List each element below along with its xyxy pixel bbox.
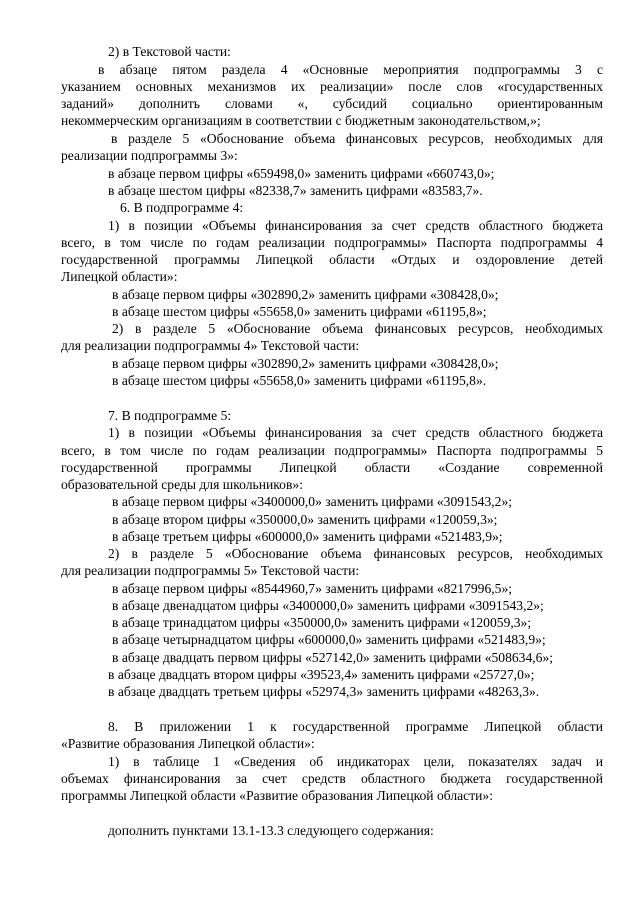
doc-line: Липецкой области»:: [61, 269, 178, 284]
doc-line: указанием основных механизмов их реализации» после слов «государственных: [61, 79, 603, 94]
doc-line: в абзаце двадцать третьем цифры «52974,3» заменить цифрами «48263,3».: [108, 684, 540, 699]
doc-line: реализации подпрограммы 3»:: [61, 148, 238, 163]
doc-line: 1) в таблице 1 «Сведения об индикаторах цели, показателях задач и: [108, 754, 603, 769]
doc-line: всего, в том числе по годам реализации подпрограммы» Паспорта подпрограммы 5: [61, 443, 603, 458]
section-heading: 6. В подпрограмме 4:: [120, 200, 244, 215]
doc-line: в абзаце первом цифры «3400000,0» заменить цифрами «3091543,2»;: [112, 494, 513, 509]
doc-line: в абзаце пятом раздела 4 «Основные мероприятия подпрограммы 3 с: [98, 62, 603, 77]
doc-line: в абзаце первом цифры «8544960,7» заменить цифрами «8217996,5»;: [112, 581, 513, 596]
doc-line: в разделе 5 «Обоснование объема финансовых ресурсов, необходимых для: [111, 131, 603, 146]
doc-line: в абзаце шестом цифры «55658,0» заменить цифрами «61195,8».: [112, 373, 487, 388]
doc-line: всего, в том числе по годам реализации подпрограммы» Паспорта подпрограммы 4: [61, 235, 603, 250]
doc-line: в абзаце четырнадцатом цифры «600000,0» заменить цифрами «521483,9»;: [112, 632, 546, 647]
doc-line: объемах финансирования за счет средств областного бюджета государственной: [61, 771, 603, 786]
doc-line: в абзаце двадцать первом цифры «527142,0» заменить цифрами «508634,6»;: [112, 650, 554, 665]
doc-line: для реализации подпрограммы 4» Текстовой части:: [61, 338, 360, 353]
doc-line: дополнить пунктами 13.1-13.3 следующего содержания:: [108, 823, 434, 838]
doc-line: в абзаце шестом цифры «55658,0» заменить цифрами «61195,8»;: [112, 304, 487, 319]
doc-line: заданий» дополнить словами «, субсидий социально ориентированным: [61, 96, 603, 111]
doc-line: 1) в позиции «Объемы финансирования за счет средств областного бюджета: [108, 218, 603, 233]
doc-line: в абзаце двадцать втором цифры «39523,4» заменить цифрами «25727,0»;: [108, 667, 535, 682]
doc-line: образовательной среды для школьников»:: [61, 477, 303, 492]
doc-line: программы Липецкой области «Развитие образования Липецкой области»:: [61, 788, 493, 803]
doc-line: «Развитие образования Липецкой области»:: [61, 736, 315, 751]
doc-line: 2) в разделе 5 «Обоснование объема финансовых ресурсов, необходимых: [112, 321, 603, 336]
section-heading: 8. В приложении 1 к государственной программе Липецкой области: [108, 719, 603, 734]
doc-line: в абзаце первом цифры «302890,2» заменить цифрами «308428,0»;: [112, 356, 499, 371]
doc-line: 1) в позиции «Объемы финансирования за счет средств областного бюджета: [108, 425, 603, 440]
doc-line: некоммерческим организациям в соответствии с бюджетным законодательством,»;: [61, 113, 541, 128]
doc-line: в абзаце двенадцатом цифры «3400000,0» заменить цифрами «3091543,2»;: [112, 598, 544, 613]
doc-line: в абзаце первом цифры «302890,2» заменить цифрами «308428,0»;: [112, 287, 499, 302]
section-heading: 7. В подпрограмме 5:: [108, 408, 232, 423]
doc-line: в абзаце втором цифры «350000,0» заменить цифрами «120059,3»;: [112, 512, 498, 527]
doc-line: 2) в Текстовой части:: [108, 44, 231, 59]
doc-line: в абзаце шестом цифры «82338,7» заменить цифрами «83583,7».: [108, 183, 483, 198]
doc-line: в абзаце тринадцатом цифры «350000,0» заменить цифрами «120059,3»;: [112, 615, 532, 630]
doc-line: государственной программы Липецкой области «Отдых и оздоровление детей: [61, 252, 603, 267]
doc-line: 2) в разделе 5 «Обоснование объема финансовых ресурсов, необходимых: [108, 546, 603, 561]
doc-line: для реализации подпрограммы 5» Текстовой части:: [61, 563, 360, 578]
doc-line: в абзаце первом цифры «659498,0» заменить цифрами «660743,0»;: [108, 166, 495, 181]
doc-line: в абзаце третьем цифры «600000,0» заменить цифрами «521483,9»;: [112, 529, 503, 544]
doc-line: государственной программы Липецкой области «Создание современной: [61, 460, 603, 475]
